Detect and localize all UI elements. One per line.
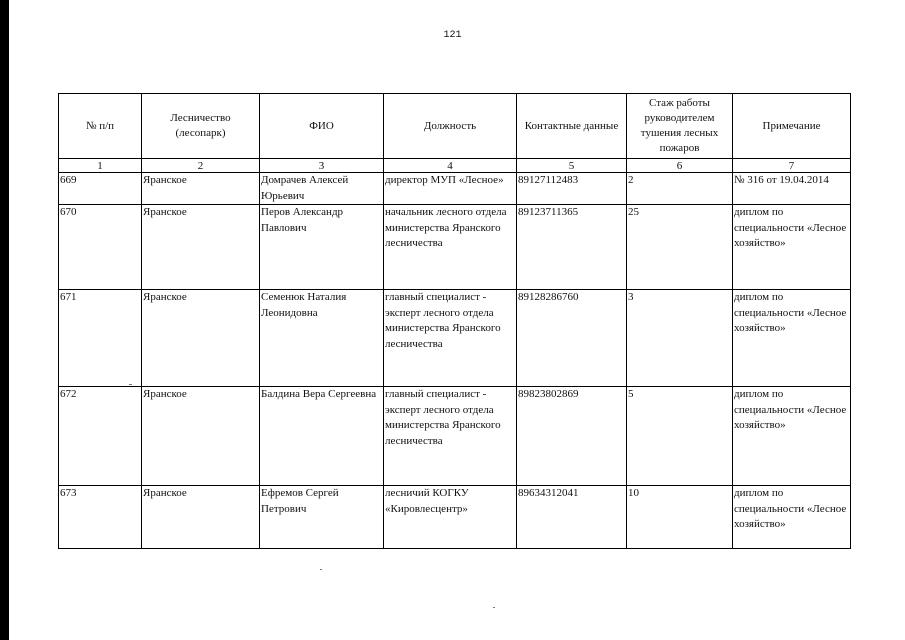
column-number: 5 (517, 159, 627, 173)
cell-experience: 5 (627, 387, 733, 486)
header-row (59, 94, 851, 159)
cell-num: 671 (59, 290, 142, 387)
scan-edge-bar (0, 0, 9, 640)
header-name: ФИО (260, 94, 384, 159)
table-row (59, 290, 851, 387)
cell-position: директор МУП «Лесное» (384, 173, 517, 205)
forestry-staff-table (58, 93, 851, 549)
table-row (59, 173, 851, 205)
header-position: Должность (384, 94, 517, 159)
cell-experience: 25 (627, 205, 733, 290)
column-number: 6 (627, 159, 733, 173)
cell-forestry: Яранское (142, 290, 260, 387)
table-row (59, 205, 851, 290)
cell-num: 672 (59, 387, 142, 486)
cell-num: 673 (59, 486, 142, 549)
page-number: 121 (443, 30, 462, 41)
table-row (59, 486, 851, 549)
cell-note: диплом по специальности «Лесное хозяйство» (733, 290, 851, 387)
column-number-row (59, 159, 851, 173)
header-num: № п/п (59, 94, 142, 159)
column-number: 2 (142, 159, 260, 173)
cell-num: 670 (59, 205, 142, 290)
cell-contact: 89127112483 (517, 173, 627, 205)
cell-contact: 89128286760 (517, 290, 627, 387)
header-forestry: Лесничество (лесопарк) (142, 94, 260, 159)
scan-speck (493, 607, 495, 608)
column-number: 7 (733, 159, 851, 173)
cell-note: № 316 от 19.04.2014 (733, 173, 851, 205)
cell-name: Домрачев Алексей Юрьевич (260, 173, 384, 205)
cell-forestry: Яранское (142, 173, 260, 205)
cell-name: Перов Александр Павлович (260, 205, 384, 290)
cell-name: Семенюк Наталия Леонидовна (260, 290, 384, 387)
cell-experience: 3 (627, 290, 733, 387)
cell-forestry: Яранское (142, 486, 260, 549)
column-number: 3 (260, 159, 384, 173)
scan-speck (129, 384, 132, 385)
cell-name: Балдина Вера Сергеевна (260, 387, 384, 486)
column-number: 4 (384, 159, 517, 173)
cell-note: диплом по специальности «Лесное хозяйство» (733, 205, 851, 290)
cell-contact: 89123711365 (517, 205, 627, 290)
cell-position: главный специалист - эксперт лесного отдела министерства Яранского лесничества (384, 387, 517, 486)
header-experience: Стаж работы руководителем тушения лесных пожаров (627, 94, 733, 159)
cell-position: лесничий КОГКУ «Кировлесцентр» (384, 486, 517, 549)
cell-contact: 89823802869 (517, 387, 627, 486)
cell-contact: 89634312041 (517, 486, 627, 549)
cell-position: начальник лесного отдела министерства Яранского лесничества (384, 205, 517, 290)
cell-forestry: Яранское (142, 387, 260, 486)
cell-experience: 2 (627, 173, 733, 205)
header-contact: Контактные данные (517, 94, 627, 159)
cell-position: главный специалист - эксперт лесного отдела министерства Яранского лесничества (384, 290, 517, 387)
cell-num: 669 (59, 173, 142, 205)
column-number: 1 (59, 159, 142, 173)
header-note: Примечание (733, 94, 851, 159)
cell-forestry: Яранское (142, 205, 260, 290)
scan-speck (320, 569, 322, 570)
cell-note: диплом по специальности «Лесное хозяйство» (733, 387, 851, 486)
cell-experience: 10 (627, 486, 733, 549)
cell-note: диплом по специальности «Лесное хозяйство» (733, 486, 851, 549)
table-row (59, 387, 851, 486)
cell-name: Ефремов Сергей Петрович (260, 486, 384, 549)
